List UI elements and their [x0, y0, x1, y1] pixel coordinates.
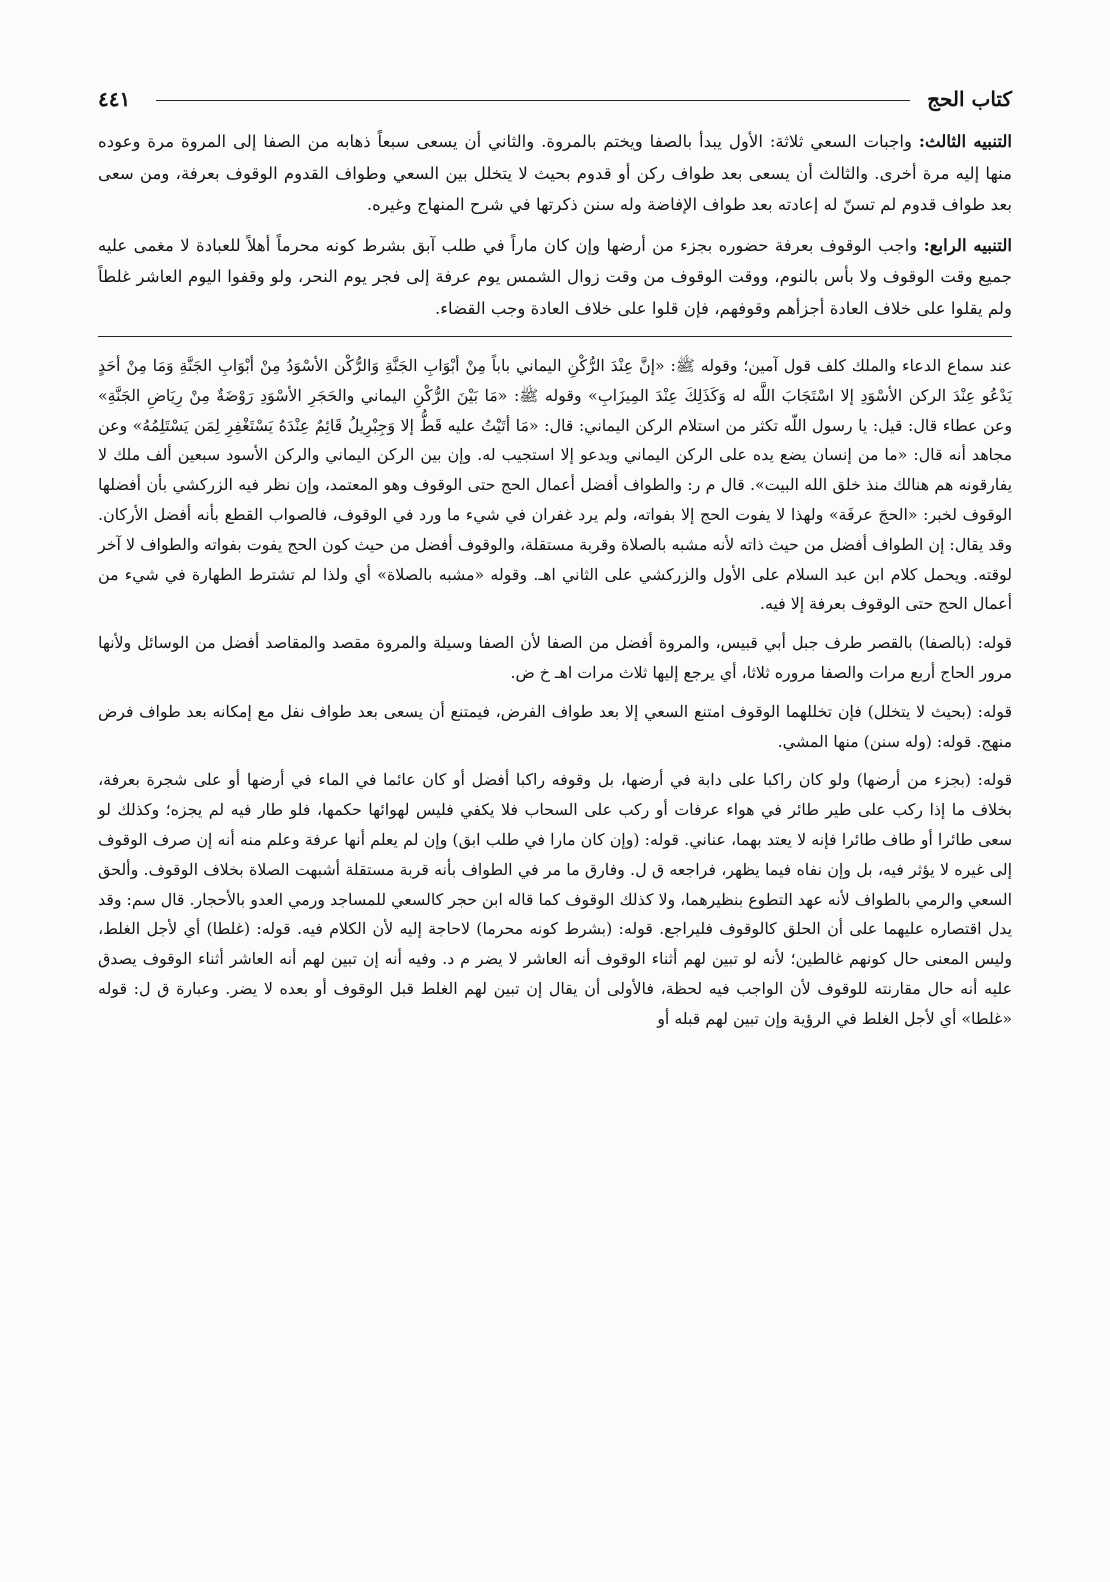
footnote-divider	[98, 336, 1012, 337]
commentary-paragraph: قوله: (بجزء من أرضها) ولو كان راكبا على دابة في أرضها، بل وقوفه راكبا أفضل أو كان عائما في الماء في أرضها أو على شجرة بعرفة، بخلاف ما إذا ركب على طير طائر في هواء عرفات أو ركب على السحاب فلا يكفي فليس لهوائها حكمها، فلو طار فيه لم يجزه؛ وكذلك لو سعى طائرا أو طاف طائرا فإنه لا يعتد بهما، عناني. قوله: (وإن كان مارا في طلب ابق) وإن لم يعلم أنها عرفة وعلم منه أنه إن صرف الوقوف إلى غيره لا يؤثر فيه، بل وإن نفاه فيما يظهر، فراجعه ق ل. وفارق ما مر في الطواف بأنه قربة مستقلة أشبهت الصلاة بخلاف الوقوف. وألحق السعي والرمي بالطواف لأنه عهد التطوع بنظيرهما، ولا كذلك الوقوف كما قاله ابن حجر كالسعي للمساجد ورمي العدو بالأحجار. قال سم: وقد يدل اقتصاره عليهما على أن الحلق كالوقوف فليراجع. قوله: (بشرط كونه محرما) لاحاجة إليه لأن الكلام فيه. قوله: (غلطا) أي لأجل الغلط، وليس المعنى حال كونهم غالطين؛ لأنه لو تبين لهم أثناء الوقوف أنه العاشر لا يضر م د. وفيه أنه إن تبين لهم أنه العاشر أثناء الوقوف يصدق عليه أنه حال مقارنته للوقوف لأن الواجب فيه لحظة، فالأولى أن يقال إن تبين لهم الغلط قبل الوقوف أو بعده لا يضر. وعبارة ق ل: قوله «غلطا» أي لأجل الغلط في الرؤية وإن تبين لهم قبله أو	[98, 770, 1012, 1028]
paragraph-body: واجبات السعي ثلاثة: الأول يبدأ بالصفا ويختم بالمروة. والثاني أن يسعى سبعاً ذهابه من الصفا إلى المروة مرة وعوده منها إليه مرة أخرى. والثالث أن يسعى بعد طواف ركن أو قدوم بحيث لا يتخلل بين السعي وطواف القدوم الوقوف بعرفة، ومن سعى بعد طواف قدوم لم تسنّ له إعادته بعد طواف الإفاضة وله سنن ذكرتها في شرح المنهاج وغيره.	[98, 132, 1012, 214]
main-paragraph	[98, 230, 1012, 325]
paragraph-heading: التنبيه الرابع:	[923, 234, 1012, 255]
commentary-paragraph: قوله: (بالصفا) بالقصر طرف جبل أبي قبيس، والمروة أفضل من الصفا لأن الصفا وسيلة والمروة مقصد والمقاصد أفضل من الوسائل ولأنها مرور الحاج أربع مرات والصفا مروره ثلاثا، أي يرجع إليها ثلاث مرات اهـ خ ض.	[98, 633, 1012, 682]
running-header	[98, 86, 1012, 116]
main-text	[98, 126, 1012, 324]
paragraph-heading: التنبيه الثالث:	[918, 131, 1012, 151]
commentary	[98, 351, 1012, 1034]
paragraph-body: واجب الوقوف بعرفة حضوره بجزء من أرضها وإن كان ماراً في طلب آبق بشرط كونه محرماً أهلاً للعبادة لا مغمى عليه جميع وقت الوقوف ولا بأس بالنوم، ووقت الوقوف من وقت زوال الشمس يوم عرفة إلى فجر يوم النحر، ولو وقفوا اليوم العاشر غلطاً ولم يقلوا على خلاف العادة أجزأهم وقوفهم، فإن قلوا على خلاف العادة وجب القضاء.	[98, 235, 1012, 318]
main-paragraph	[98, 126, 1012, 221]
page-number: ٤٤١	[98, 87, 131, 111]
header-rule	[156, 100, 910, 101]
book-page	[98, 86, 1012, 1043]
chapter-title: كتاب الحج	[927, 87, 1012, 111]
commentary-paragraph: قوله: (بحيث لا يتخلل) فإن تخللهما الوقوف امتنع السعي إلا بعد طواف الفرض، فيمتنع أن يسعى بعد طواف نفل مع إمكانه بعد طواف فرض منهج. قوله: (وله سنن) منها المشي.	[98, 701, 1012, 751]
commentary-paragraph: عند سماع الدعاء والملك كلف قول آمين؛ وقوله ﷺ: «إنَّ عِنْدَ الرُّكْنِ اليماني باباً مِنْ أبْوَابِ الجَنَّةِ وَالرُّكْن الأسْوَدُ مِنْ أبْوَابِ الجَنَّةِ وَمَا مِنْ أحَدٍ يَدْعُو عِنْدَ الركن الأسْوَدِ إلا اسْتَجَابَ اللَّه له وَكَذَلِكَ عِنْدَ المِيزَابِ» وقوله ﷺ: «مَا بَيْنَ الرُّكْنِ اليماني والحَجَرِ الأسْوَدِ رَوْضَةٌ مِنْ رِيَاضِ الجَنَّةِ» وعن عطاء قال: قيل: يا رسول اللّه تكثر من استلام الركن اليماني: قال: «مَا أتَيْتُ عليه قَطُّ إلا وَجِبْرِيلُ قَائِمٌ عِنْدَهُ يَسْتَغْفِرِ لِمَن يَسْتَلِمُهُ» وعن مجاهد أنه قال: «ما من إنسان يضع يده على الركن اليماني ويدعو إلا استجيب له. وإن بين الركن اليماني والركن الأسود سبعين ألف ملك لا يفارقونه هم هنالك منذ خلق الله البيت». قال م ر: والطواف أفضل أعمال الحج حتى الوقوف وهو المعتمد، وإن نظر فيه الزركشي بأن أفضلها الوقوف لخبر: «الحجَ عرفَة» ولهذا لا يفوت الحج إلا بفواته، ولم يرد غفران في شيء ما ورد في الوقوف، فالصواب القطع بأنه أفضل الأركان. وقد يقال: إن الطواف أفضل من حيث ذاته لأنه مشبه بالصلاة وقربة مستقلة، والوقوف أفضل من حيث كون الحج يفوت بفواته والطواف لا آخر لوقته. ويحمل كلام ابن عبد السلام على الأول والزركشي على الثاني اهـ. وقوله «مشبه بالصلاة» أي ولذا لم تشترط الطهارة في شيء من أعمال الحج حتى الوقوف بعرفة إلا فيه.	[98, 356, 1012, 614]
